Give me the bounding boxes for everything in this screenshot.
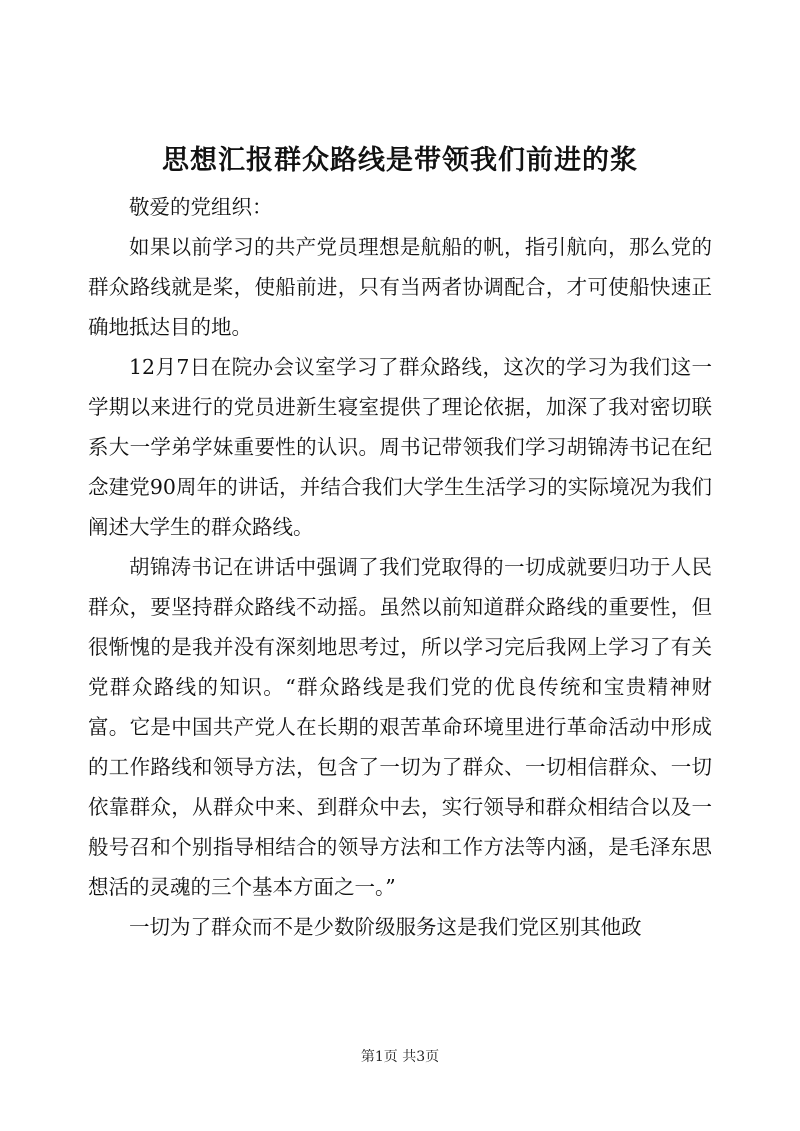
salutation: 敬爱的党组织： xyxy=(129,195,273,219)
paragraph-1: 如果以前学习的共产党员理想是航船的帆，指引航向，那么党的群众路线就是桨，使船前进，只有当两者协调配合，才可使船快速正确地抵达目的地。 xyxy=(88,235,712,339)
document-title: 思想汇报群众路线是带领我们前进的浆 xyxy=(162,145,638,176)
page-number-footer: 第1页 共3页 xyxy=(360,1049,440,1065)
paragraph-4: 一切为了群众而不是少数阶级服务这是我们党区别其他政 xyxy=(129,915,642,939)
paragraph-2: 12月7日在院办会议室学习了群众路线，这次的学习为我们这一学期以来进行的党员进新生寝室提供了理论依据，加深了我对密切联系大一学弟学妹重要性的认识。周书记带领我们学习胡锦涛书记在纪念建党90周年的讲话，并结合我们大学生生活学习的实际境况为我们阐述大学生的群众路线。 xyxy=(88,355,712,539)
document-body xyxy=(88,187,712,947)
paragraph-3: 胡锦涛书记在讲话中强调了我们党取得的一切成就要归功于人民群众，要坚持群众路线不动摇。虽然以前知道群众路线的重要性，但很惭愧的是我并没有深刻地思考过，所以学习完后我网上学习了有关党群众路线的知识。“群众路线是我们党的优良传统和宝贵精神财富。它是中国共产党人在长期的艰苦革命环境里进行革命活动中形成的工作路线和领导方法，包含了一切为了群众、一切相信群众、一切依靠群众，从群众中来、到群众中去，实行领导和群众相结合以及一般号召和个别指导相结合的领导方法和工作方法等内涵，是毛泽东思想活的灵魂的三个基本方面之一。” xyxy=(88,555,712,899)
